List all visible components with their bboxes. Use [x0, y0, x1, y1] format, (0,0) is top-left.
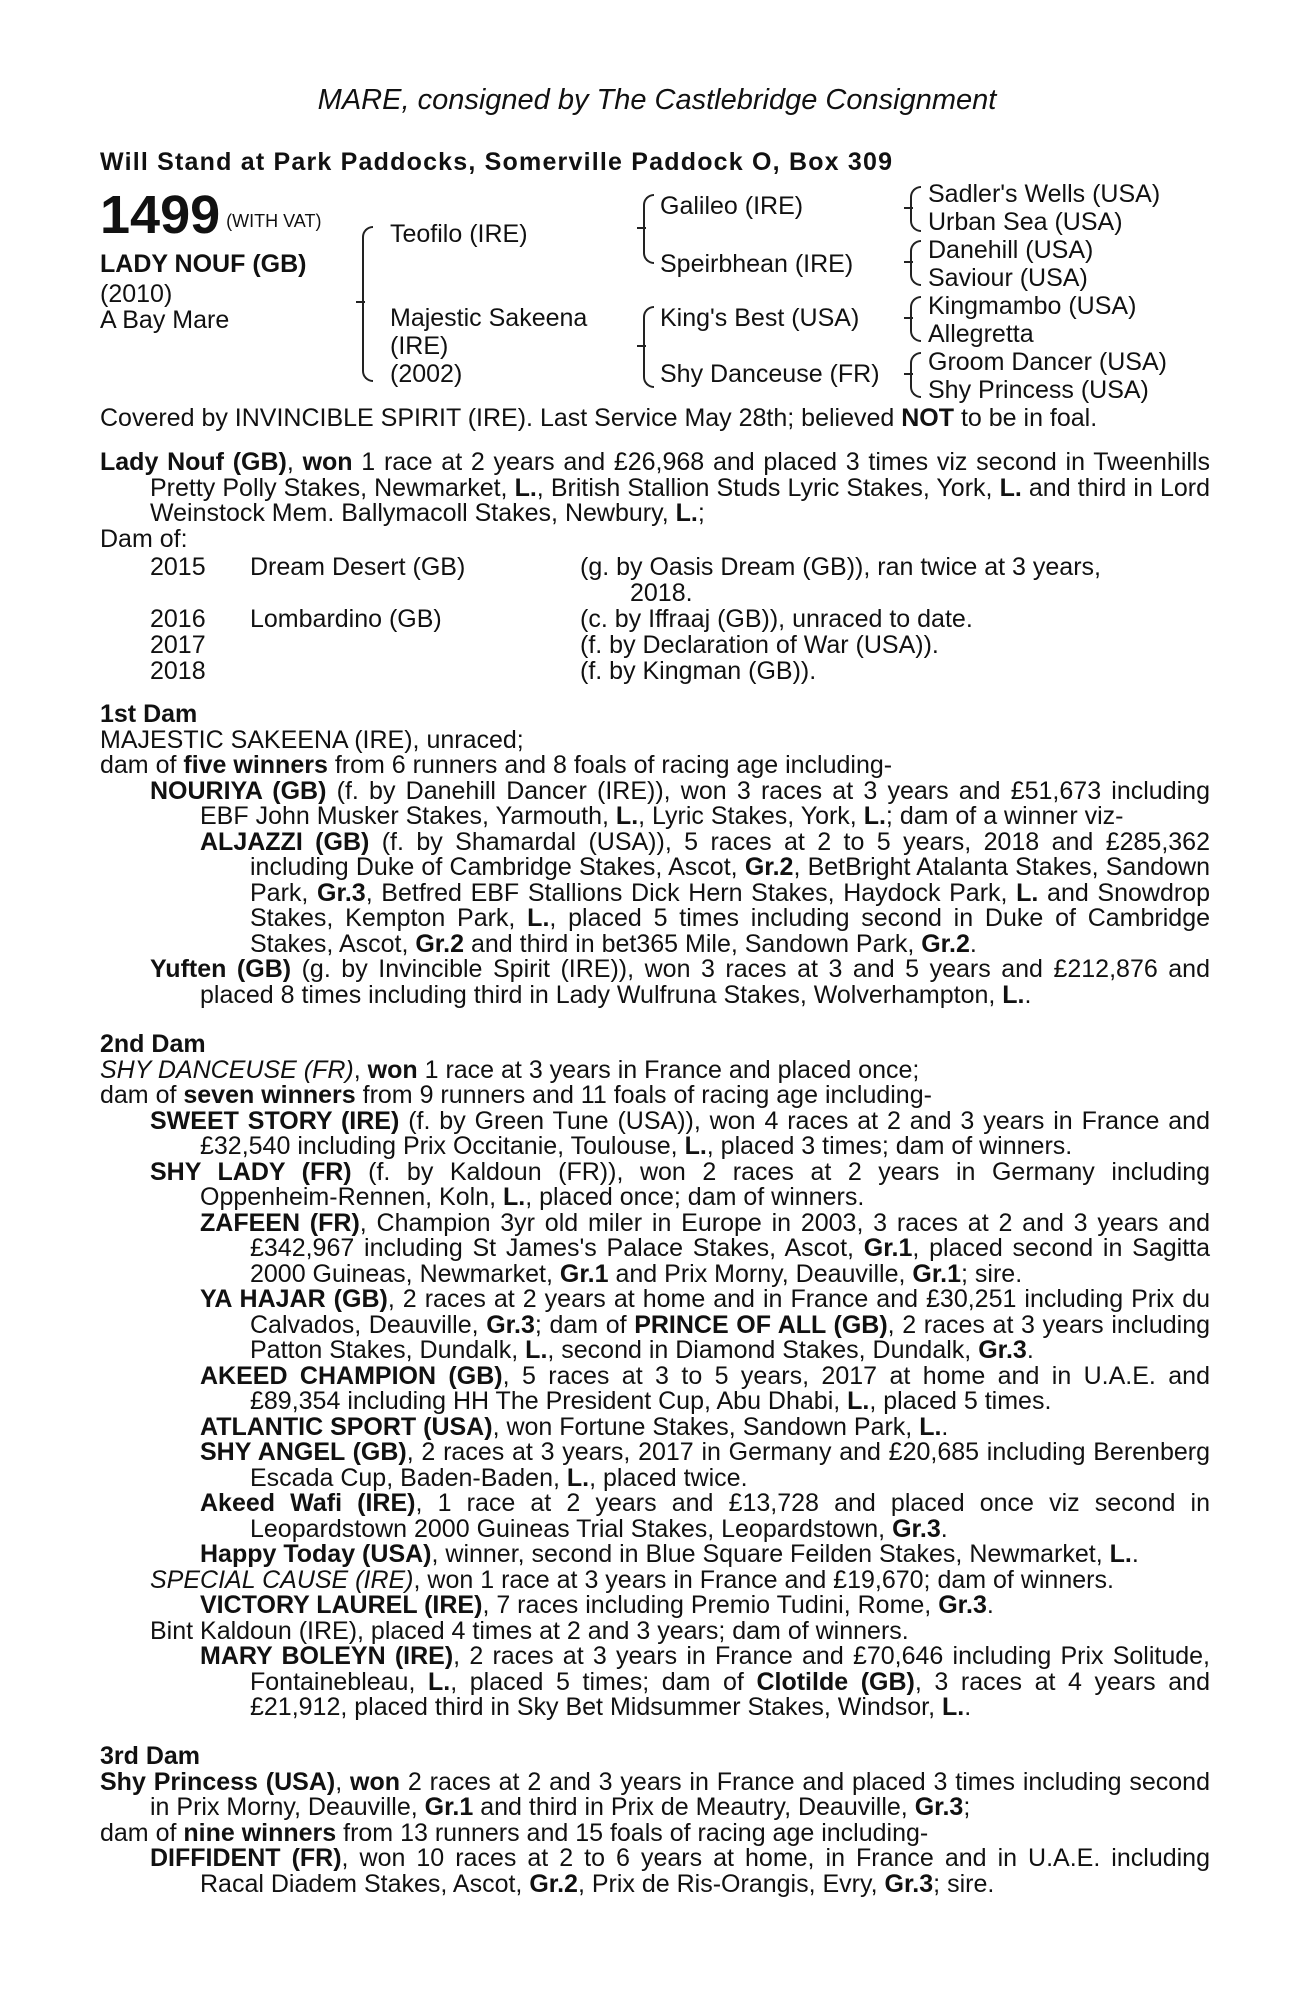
horse-name: VICTORY LAUREL (IRE): [200, 1591, 483, 1619]
won-label: won: [350, 1767, 401, 1796]
dam-of-label: Dam of:: [100, 524, 188, 553]
listed-mark: L.: [684, 1132, 707, 1160]
covering-text: Covered by INVINCIBLE SPIRIT (IRE). Last Service May 28th; believed: [100, 404, 902, 432]
text: from 13 runners and 15 foals of racing age including-: [336, 1818, 929, 1847]
third-dam-line-produce: [100, 1818, 1210, 1847]
listed-mark: L.: [847, 1387, 870, 1415]
group-mark: Gr.3: [317, 878, 366, 907]
text: (f. by Kaldoun (FR)), won 2 races at 2 years in Germany including Oppenheim-Rennen, Koln,: [200, 1157, 1210, 1211]
produce-note: (g. by Oasis Dream (GB)), ran twice at 3 years,: [580, 553, 1101, 581]
covering-not: NOT: [901, 404, 955, 432]
aljazzi-name: ALJAZZI (GB): [200, 827, 370, 856]
horse-name: Akeed Wafi (IRE): [200, 1489, 416, 1517]
lady-nouf-name: Lady Nouf (GB): [100, 448, 287, 476]
pedigree-brace-main-tip: [356, 301, 365, 303]
text: and third in bet365 Mile, Sandown Park,: [464, 929, 922, 958]
first-dam-title: 1st Dam: [100, 700, 198, 728]
stand-location: Will Stand at Park Paddocks, Somerville Paddock O, Box 309: [100, 148, 894, 176]
victory-laurel-entry: [200, 1593, 1210, 1619]
text: , placed second in Sagitta 2000 Guineas, Newmarket,: [250, 1234, 1210, 1288]
text: ; sire.: [961, 1259, 1023, 1288]
bint-kaldoun-entry: Bint Kaldoun (IRE), placed 4 times at 2 and 3 years; dam of winners.: [150, 1616, 909, 1645]
text: .: [1024, 980, 1032, 1009]
text: , 2 races at 3 years, 2017 in Germany and £20,685 including Berenberg Escada Cup, Baden-Baden,: [250, 1438, 1210, 1492]
horse-name: PRINCE OF ALL (GB): [634, 1310, 888, 1339]
pedigree-dam-2: (IRE): [390, 332, 449, 360]
pedigree-sss: Sadler's Wells (USA): [928, 180, 1161, 208]
group-mark: Gr.1: [912, 1259, 962, 1288]
horse-name: ZAFEEN (FR): [200, 1208, 360, 1237]
horse-name: LADY NOUF (GB): [100, 250, 307, 278]
text: , 2 races at 3 years in France and £70,646 including Prix Solitude, Fontainebleau,: [250, 1642, 1211, 1696]
first-dam-line-2: [100, 753, 1210, 779]
text: , placed once; dam of winners.: [525, 1183, 865, 1211]
won-label: won: [367, 1055, 418, 1084]
aljazzi-entry: [200, 827, 1211, 958]
third-dam-section: [100, 1744, 1210, 1897]
listed-mark: L.: [919, 1412, 942, 1441]
text: , 1 race at 2 years and £13,728 and placed once viz second in Leopardstown 2000 Guineas Trial Stakes, Leopardstown,: [250, 1489, 1210, 1543]
second-dam-line-1: [100, 1055, 1210, 1084]
horse-name: Happy Today (USA): [200, 1540, 432, 1568]
shy-angel-entry: [200, 1440, 1210, 1491]
group-mark: Gr.2: [921, 929, 970, 958]
group-mark: Gr.1: [559, 1259, 609, 1288]
mary-boleyn-entry: [200, 1644, 1210, 1721]
text: , placed twice.: [589, 1463, 748, 1492]
text: .: [941, 1412, 949, 1441]
text: (g. by Invincible Spirit (IRE)), won 3 races at 3 and 5 years and £212,876 and placed 8 times including third in Lady Wulfruna Stakes, Wolverhampton,: [200, 955, 1210, 1009]
pedigree-brace-ds: [910, 296, 921, 342]
lady-nouf-text-4: ;: [697, 499, 705, 527]
produce-note: 2018.: [630, 579, 693, 607]
covering-end: to be in foal.: [954, 404, 1098, 432]
group-mark: Gr.3: [914, 1793, 964, 1821]
lady-nouf-paragraph: Lady Nouf (GB), won 1 race at 2 years and £26,968 and placed 3 times viz second in Tweenhills Pretty Polly Stakes, Newmarket, L., British Stallion Studs Lyric Stakes, York, L. and third in Lord Weinstock Mem. Ballymacoll Stakes, Newbury, L.;: [100, 448, 1210, 527]
text: from 6 runners and 8 foals of racing age including-: [327, 751, 893, 779]
horse-name: SHY LADY (FR): [150, 1157, 352, 1186]
pedigree-brace-ss-tip: [904, 207, 913, 209]
listed-mark: L.: [1109, 1540, 1132, 1568]
diffident-entry: [150, 1846, 1210, 1897]
shy-lady-entry: [150, 1157, 1210, 1211]
first-dam-line-1: MAJESTIC SAKEENA (IRE), unraced;: [100, 725, 524, 754]
third-dam-title: 3rd Dam: [100, 1742, 201, 1770]
winners-count: seven winners: [183, 1081, 356, 1109]
happy-today-entry: [200, 1542, 1210, 1568]
text: , BetBright Atalanta Stakes, Sandown Park,: [250, 853, 1211, 907]
text: ; dam of a winner viz-: [885, 802, 1124, 830]
pedigree-dss: Kingmambo (USA): [928, 292, 1137, 320]
horse-name: SHY ANGEL (GB): [200, 1438, 407, 1466]
text: 1 race at 3 years in France and placed once;: [417, 1055, 920, 1084]
produce-name: Lombardino (GB): [250, 605, 442, 633]
text: and Prix Morny, Deauville,: [608, 1259, 913, 1288]
pedigree-dsd: Allegretta: [928, 320, 1034, 348]
akeed-champion-entry: [200, 1361, 1210, 1415]
pedigree-ss: Galileo (IRE): [660, 192, 804, 220]
group-mark: Gr.1: [424, 1793, 474, 1821]
pedigree-brace-sd-tip: [904, 261, 913, 263]
text: .: [986, 1591, 994, 1619]
listed-mark: L.: [999, 473, 1022, 502]
text: , second in Diamond Stakes, Dundalk,: [547, 1336, 979, 1364]
pedigree-brace-ss: [910, 186, 921, 232]
listed-mark: L.: [1016, 878, 1039, 907]
text: .: [964, 1693, 972, 1721]
text: ,: [353, 1055, 368, 1084]
text: , won Fortune Stakes, Sandown Park,: [492, 1412, 920, 1441]
text: and Snowdrop Stakes, Kempton Park,: [250, 878, 1210, 932]
yuften-name: Yuften (GB): [150, 955, 292, 983]
group-mark: Gr.3: [884, 1869, 934, 1898]
text: , Betfred EBF Stallions Dick Hern Stakes, Haydock Park,: [365, 878, 1017, 907]
text: from 9 runners and 11 foals of racing age including-: [355, 1081, 932, 1109]
horse-name: MARY BOLEYN (IRE): [200, 1642, 454, 1670]
pedigree-brace-dam: [643, 306, 654, 388]
lady-nouf-record: [100, 450, 1210, 552]
listed-mark: L.: [428, 1667, 451, 1696]
listed-mark: L.: [527, 904, 550, 932]
pedigree-dam-1: Majestic Sakeena: [390, 304, 588, 332]
text: dam of: [100, 1818, 184, 1847]
produce-note: (f. by Kingman (GB)).: [580, 657, 817, 685]
horse-year: (2010): [100, 280, 173, 308]
listed-mark: L.: [863, 802, 886, 830]
listed-mark: L.: [502, 1183, 526, 1211]
listed-mark: L.: [514, 473, 537, 502]
nouriya-entry: [150, 776, 1210, 830]
pedigree-brace-dd: [910, 352, 921, 398]
text: .: [940, 1514, 948, 1543]
winners-count: five winners: [183, 751, 328, 779]
group-mark: Gr.2: [415, 929, 465, 958]
group-mark: Gr.3: [486, 1310, 535, 1339]
text: (f. by Green Tune (USA)), won 4 races at 2 and 3 years in France and £32,540 including Prix Occitanie, Toulouse,: [200, 1106, 1210, 1160]
produce-year: 2018: [150, 657, 206, 685]
produce-year: 2017: [150, 631, 206, 659]
text: (f. by Shamardal (USA)), 5 races at 2 to 5 years, 2018 and £285,362 including Duke of Cambridge Stakes, Ascot,: [250, 827, 1210, 881]
horse-name: SWEET STORY (IRE): [150, 1106, 400, 1135]
pedigree-sdd: Saviour (USA): [928, 264, 1088, 292]
won-label: won: [302, 448, 353, 476]
lady-nouf-text-1: 1 race at 2 years and £26,968 and placed 3 times viz second in Tweenhills Pretty Polly Stakes, Newmarket,: [150, 448, 1210, 502]
horse-name: AKEED CHAMPION (GB): [200, 1361, 503, 1390]
text: dam of: [100, 1081, 184, 1109]
listed-mark: L.: [615, 802, 639, 830]
text: , placed 5 times; dam of: [450, 1667, 757, 1696]
produce-note: (f. by Declaration of War (USA)).: [580, 631, 939, 659]
text: , Lyric Stakes, York,: [638, 802, 864, 830]
lot-number: [100, 184, 321, 246]
pedigree-dd: Shy Danceuse (FR): [660, 360, 880, 388]
second-dam-line-2: [100, 1083, 1210, 1109]
pedigree-brace-dam-tip: [637, 345, 646, 347]
horse-name: Clotilde (GB): [756, 1667, 915, 1696]
listed-mark: L.: [525, 1336, 548, 1364]
lady-nouf-text-2: , British Stallion Studs Lyric Stakes, York,: [536, 473, 1000, 502]
produce-name: Dream Desert (GB): [250, 553, 466, 581]
text: .: [1131, 1540, 1139, 1568]
sweet-story-entry: [150, 1106, 1210, 1160]
text: , 2 races at 3 years including Patton Stakes, Dundalk,: [250, 1310, 1210, 1364]
horse-name: Shy Princess (USA): [100, 1767, 336, 1796]
pedigree-ds: King's Best (USA): [660, 304, 860, 332]
text: , placed 5 times.: [869, 1387, 1052, 1415]
listed-mark: L.: [941, 1693, 965, 1721]
text: ;: [963, 1793, 971, 1821]
text: , Prix de Ris-Orangis, Evry,: [577, 1869, 885, 1898]
second-dam-section: [100, 1032, 1210, 1721]
text: , winner, second in Blue Square Feilden Stakes, Newmarket,: [431, 1540, 1110, 1568]
atlantic-sport-entry: [200, 1412, 1210, 1441]
text: 2 races at 2 and 3 years in France and placed 3 times including second in Prix Morny, Deauville,: [150, 1767, 1210, 1821]
text: , placed 5 times including second in Duke of Cambridge Stakes, Ascot,: [250, 904, 1211, 958]
group-mark: Gr.1: [863, 1234, 913, 1262]
second-dam-title: 2nd Dam: [100, 1030, 206, 1058]
winners-count: nine winners: [183, 1818, 337, 1847]
covering-note: [100, 404, 1097, 432]
pedigree-brace-main: [362, 226, 373, 382]
horse-name: ATLANTIC SPORT (USA): [200, 1412, 493, 1441]
special-cause-entry: [150, 1565, 1210, 1594]
pedigree-brace-dd-tip: [904, 373, 913, 375]
pedigree-brace-sire-tip: [637, 227, 646, 229]
listed-mark: L.: [675, 499, 698, 527]
pedigree-sire: Teofilo (IRE): [390, 220, 528, 248]
text: , 5 races at 3 to 5 years, 2017 at home and in U.A.E. and £89,354 including HH The President Cup, Abu Dhabi,: [250, 1361, 1210, 1415]
text: , 3 races at 4 years and £21,912, placed third in Sky Bet Midsummer Stakes, Windsor,: [250, 1667, 1210, 1721]
consignor-heading: MARE, consigned by The Castlebridge Consignment: [317, 84, 997, 116]
listed-mark: L.: [1002, 980, 1025, 1009]
pedigree-brace-sire: [643, 194, 654, 264]
horse-name: SPECIAL CAUSE (IRE): [150, 1565, 414, 1594]
pedigree-dam-3: (2002): [390, 360, 463, 388]
ya-hajar-entry: [200, 1287, 1210, 1364]
group-mark: Gr.3: [892, 1514, 941, 1543]
text: , won 10 races at 2 to 6 years at home, in France and in U.A.E. including Racal Diadem Stakes, Ascot,: [200, 1844, 1210, 1898]
text: ; dam of: [534, 1310, 635, 1339]
text: .: [969, 929, 977, 958]
group-mark: Gr.2: [744, 853, 794, 881]
pedigree-ssd: Urban Sea (USA): [928, 208, 1123, 236]
text: , 7 races including Premio Tudini, Rome,: [482, 1591, 939, 1619]
horse-description: A Bay Mare: [100, 306, 230, 334]
text: and third in Prix de Meautry, Deauville,: [473, 1793, 915, 1821]
group-mark: Gr.2: [529, 1869, 578, 1898]
yuften-entry: [150, 957, 1210, 1008]
horse-name: YA HAJAR (GB): [200, 1285, 388, 1313]
produce-year: 2015: [150, 553, 206, 581]
text: dam of: [100, 751, 184, 779]
horse-name: DIFFIDENT (FR): [150, 1844, 342, 1872]
pedigree-brace-ds-tip: [904, 317, 913, 319]
third-dam-record: Shy Princess (USA), won 2 races at 2 and 3 years in France and placed 3 times including second in Prix Morny, Deauville, Gr.1 and third in Prix de Meautry, Deauville, Gr.3;: [100, 1767, 1210, 1821]
group-mark: Gr.3: [938, 1591, 987, 1619]
produce-note: (c. by Iffraaj (GB)), unraced to date.: [580, 605, 973, 633]
lot-number-value: 1499: [100, 185, 221, 245]
vat-note: (WITH VAT): [226, 211, 322, 231]
text: .: [1026, 1336, 1034, 1364]
text: ; sire.: [933, 1869, 995, 1898]
akeed-wafi-entry: [200, 1491, 1210, 1542]
text: , 2 races at 2 years at home and in France and £30,251 including Prix du Calvados, Deauville,: [250, 1285, 1211, 1339]
first-dam-section: [100, 702, 1210, 1008]
nouriya-name: NOURIYA (GB): [150, 776, 327, 805]
text: , Champion 3yr old miler in Europe in 2003, 3 races at 2 and 3 years and £342,967 including St James's Palace Stakes, Ascot,: [250, 1208, 1210, 1262]
produce-year: 2016: [150, 605, 206, 633]
pedigree-sds: Danehill (USA): [928, 236, 1094, 264]
group-mark: Gr.3: [978, 1336, 1027, 1364]
lady-nouf-text-3: and third in Lord Weinstock Mem. Ballymacoll Stakes, Newbury,: [150, 473, 1210, 527]
listed-mark: L.: [566, 1463, 590, 1492]
pedigree-dds: Groom Dancer (USA): [928, 348, 1167, 376]
text: (f. by Danehill Dancer (IRE)), won 3 races at 3 years and £51,673 including EBF John Musker Stakes, Yarmouth,: [200, 776, 1210, 830]
pedigree-ddd: Shy Princess (USA): [928, 376, 1149, 404]
pedigree-sd: Speirbhean (IRE): [660, 250, 854, 278]
text: , placed 3 times; dam of winners.: [706, 1132, 1073, 1160]
text: , won 1 race at 3 years in France and £19,670; dam of winners.: [413, 1565, 1114, 1594]
zafeen-entry: [200, 1208, 1210, 1288]
dam-name: SHY DANCEUSE (FR): [100, 1055, 354, 1084]
pedigree-brace-sd: [910, 240, 921, 286]
